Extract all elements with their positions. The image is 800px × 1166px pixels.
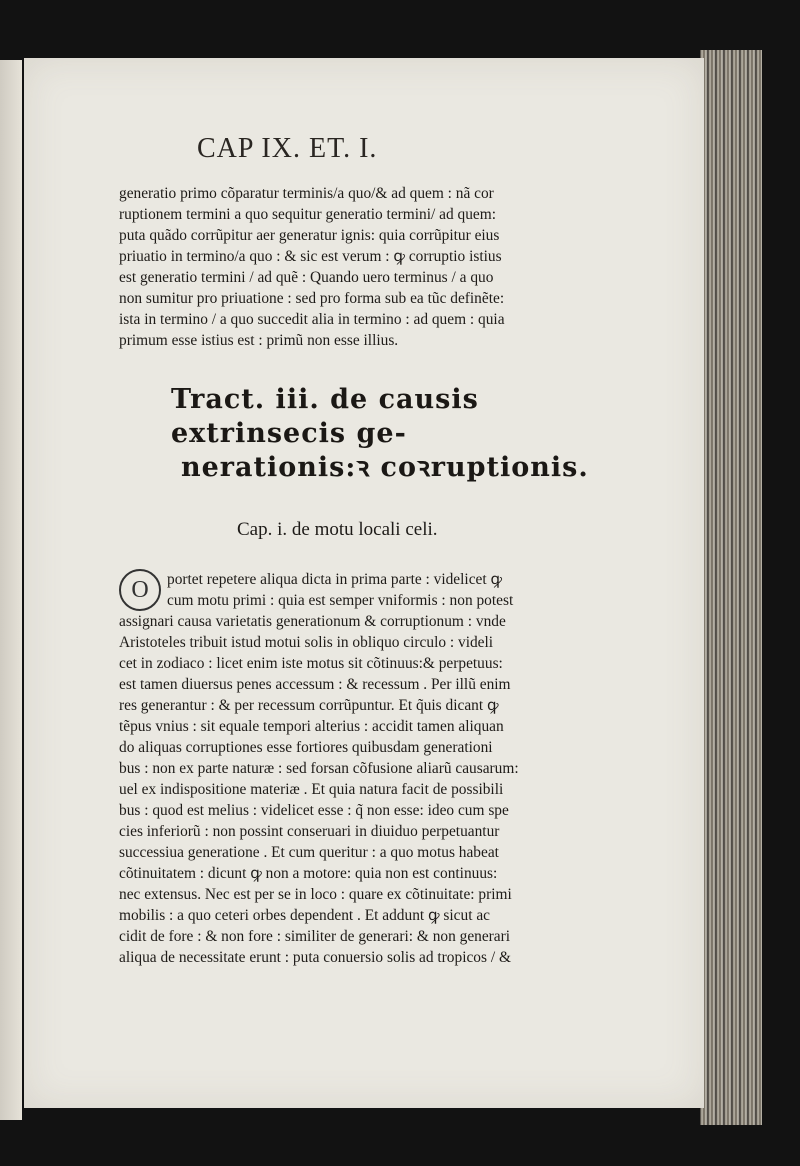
facing-page-edge bbox=[0, 60, 22, 1120]
treatise-title-line-1: Tract. iii. de causis extrinsecis ge- bbox=[171, 384, 479, 449]
text-block bbox=[119, 133, 604, 968]
chapter-body-text: portet repetere aliqua dicta in prima parte : videlicet ꝙ cum motu primi : quia est semper vniformis : non potest assignari causa varietatis generationum & corruptionum : vnde Aristoteles tribuit istud motui solis in obliquo circulo : videli cet in zodiaco : licet enim iste motus sit cõtinuus:& perpetuus: est tamen diuersus penes accessum : & recessum . Per illũ enim res generantur : & per recessum corrũpuntur. Et q̃uis dicant ꝙ tẽpus vnius : sit equale tempori alterius : accidit tamen aliquan do aliquas corruptiones esse fortiores quibusdam generationi bus : non ex parte naturæ : sed forsan cõfusione aliarũ causarum: uel ex indispositione materiæ . Et quia natura facit de possibili bus : quod est melius : videlicet esse : q̃ non esse: ideo cum spe cies inferiorũ : non possint conseruari in diuiduo perpetuantur successiua generatione . Et cum queritur : a quo motus habeat cõtinuitatem : dicunt ꝙ non a motore: quia non est continuus: nec extensus. Nec est per se in loco : quare ex cõtinuitate: primi mobilis : a quo ceteri orbes dependent . Et addunt ꝙ sicut ac cidit de fore : & non fore : similiter de generari: & non generari aliqua de necessitate erunt : puta conuersio solis ad tropicos / & bbox=[119, 571, 519, 966]
running-head: CAP IX. ET. I. bbox=[197, 133, 378, 164]
opening-paragraph: generatio primo cõparatur terminis/a quo/& ad quem : nã cor ruptionem termini a quo sequitur generatio termini/ ad quem: puta quãdo corrũpitur aer generatur ignis: quia corrũpitur eius priuatio in termino/a quo : & sic est verum : ꝙ corruptio istius est generatio termini / ad quẽ : Quando uero terminus / a quo non sumitur pro priuatione : sed pro forma sub ea tũc definẽte: ista in termino / a quo succedit alia in termino : ad quem : quia primum esse istius est : primũ non esse illius. bbox=[119, 185, 505, 349]
treatise-title-line-2: nerationis:ꝛ coꝛruptionis. bbox=[181, 452, 589, 483]
book-spine-edge bbox=[700, 50, 762, 1125]
initial-letter: O bbox=[119, 569, 161, 611]
chapter-body bbox=[119, 569, 604, 968]
chapter-heading: Cap. i. de motu locali celi. bbox=[237, 519, 438, 540]
treatise-title bbox=[171, 383, 604, 485]
book-page bbox=[24, 58, 704, 1108]
